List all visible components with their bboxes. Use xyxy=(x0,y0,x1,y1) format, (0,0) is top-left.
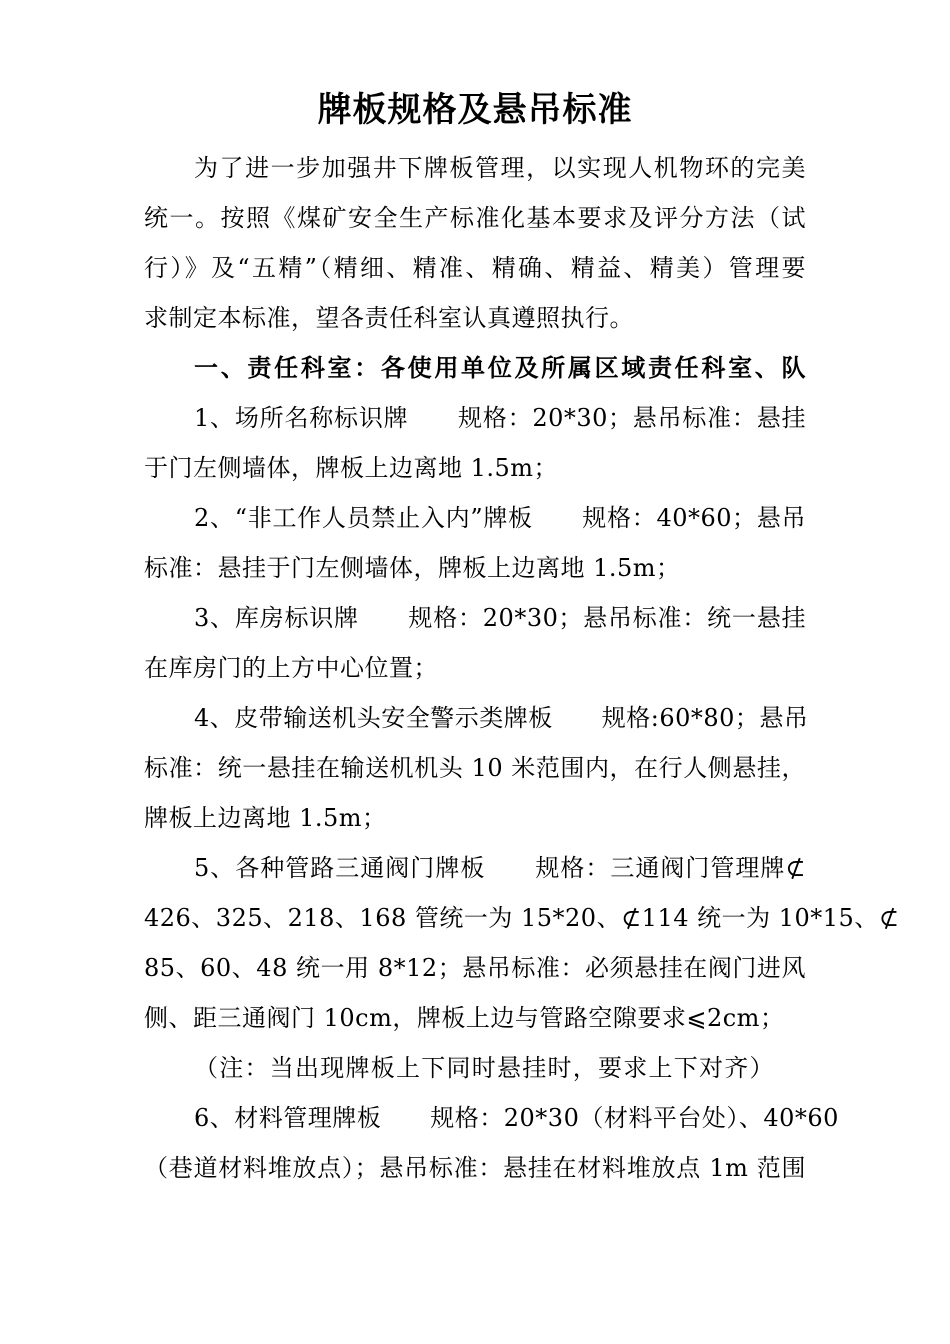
paragraph-line: 统一。按照《煤矿安全生产标准化基本要求及评分方法（试 xyxy=(144,204,806,232)
paragraph-line: 426、325、218、168 管统一为 15*20、⊄114 统一为 10*15、⊄ xyxy=(144,904,900,932)
paragraph-line: 4、皮带输送机头安全警示类牌板 规格:60*80；悬吊 xyxy=(194,704,809,732)
paragraph-line: 2、“非工作人员禁止入内”牌板 规格：40*60；悬吊 xyxy=(194,504,806,532)
paragraph-line: 5、各种管路三通阀门牌板 规格：三通阀门管理牌⊄ xyxy=(194,854,806,882)
paragraph-line: 牌板上边离地 1.5m； xyxy=(144,804,387,832)
section-heading: 一、责任科室：各使用单位及所属区域责任科室、队 xyxy=(194,354,806,382)
paragraph-line: 标准：悬挂于门左侧墙体，牌板上边离地 1.5m； xyxy=(144,554,681,582)
paragraph-line: 侧、距三通阀门 10cm，牌板上边与管路空隙要求⩽2cm； xyxy=(144,1004,785,1032)
paragraph-line: 1、场所名称标识牌 规格：20*30；悬吊标准：悬挂 xyxy=(194,404,806,432)
document-title: 牌板规格及悬吊标准 xyxy=(317,90,633,130)
note-line: （注：当出现牌板上下同时悬挂时，要求上下对齐） xyxy=(194,1054,774,1082)
paragraph-line: 为了进一步加强井下牌板管理，以实现人机物环的完美 xyxy=(194,154,806,182)
paragraph-line: 行）》及“五精”（精细、精准、精确、精益、精美）管理要 xyxy=(144,254,806,282)
paragraph-line: 3、库房标识牌 规格：20*30；悬吊标准：统一悬挂 xyxy=(194,604,806,632)
paragraph-line: 85、60、48 统一用 8*12；悬吊标准：必须悬挂在阀门进风 xyxy=(144,954,806,982)
paragraph-line: 标准：统一悬挂在输送机机头 10 米范围内，在行人侧悬挂， xyxy=(144,754,806,782)
paragraph-line: 于门左侧墙体，牌板上边离地 1.5m； xyxy=(144,454,559,482)
paragraph-line: （巷道材料堆放点）；悬吊标准：悬挂在材料堆放点 1m 范围 xyxy=(144,1154,806,1182)
paragraph-line: 求制定本标准，望各责任科室认真遵照执行。 xyxy=(144,304,634,332)
paragraph-line: 6、材料管理牌板 规格：20*30（材料平台处）、40*60 xyxy=(194,1104,839,1132)
paragraph-line: 在库房门的上方中心位置； xyxy=(144,654,438,682)
